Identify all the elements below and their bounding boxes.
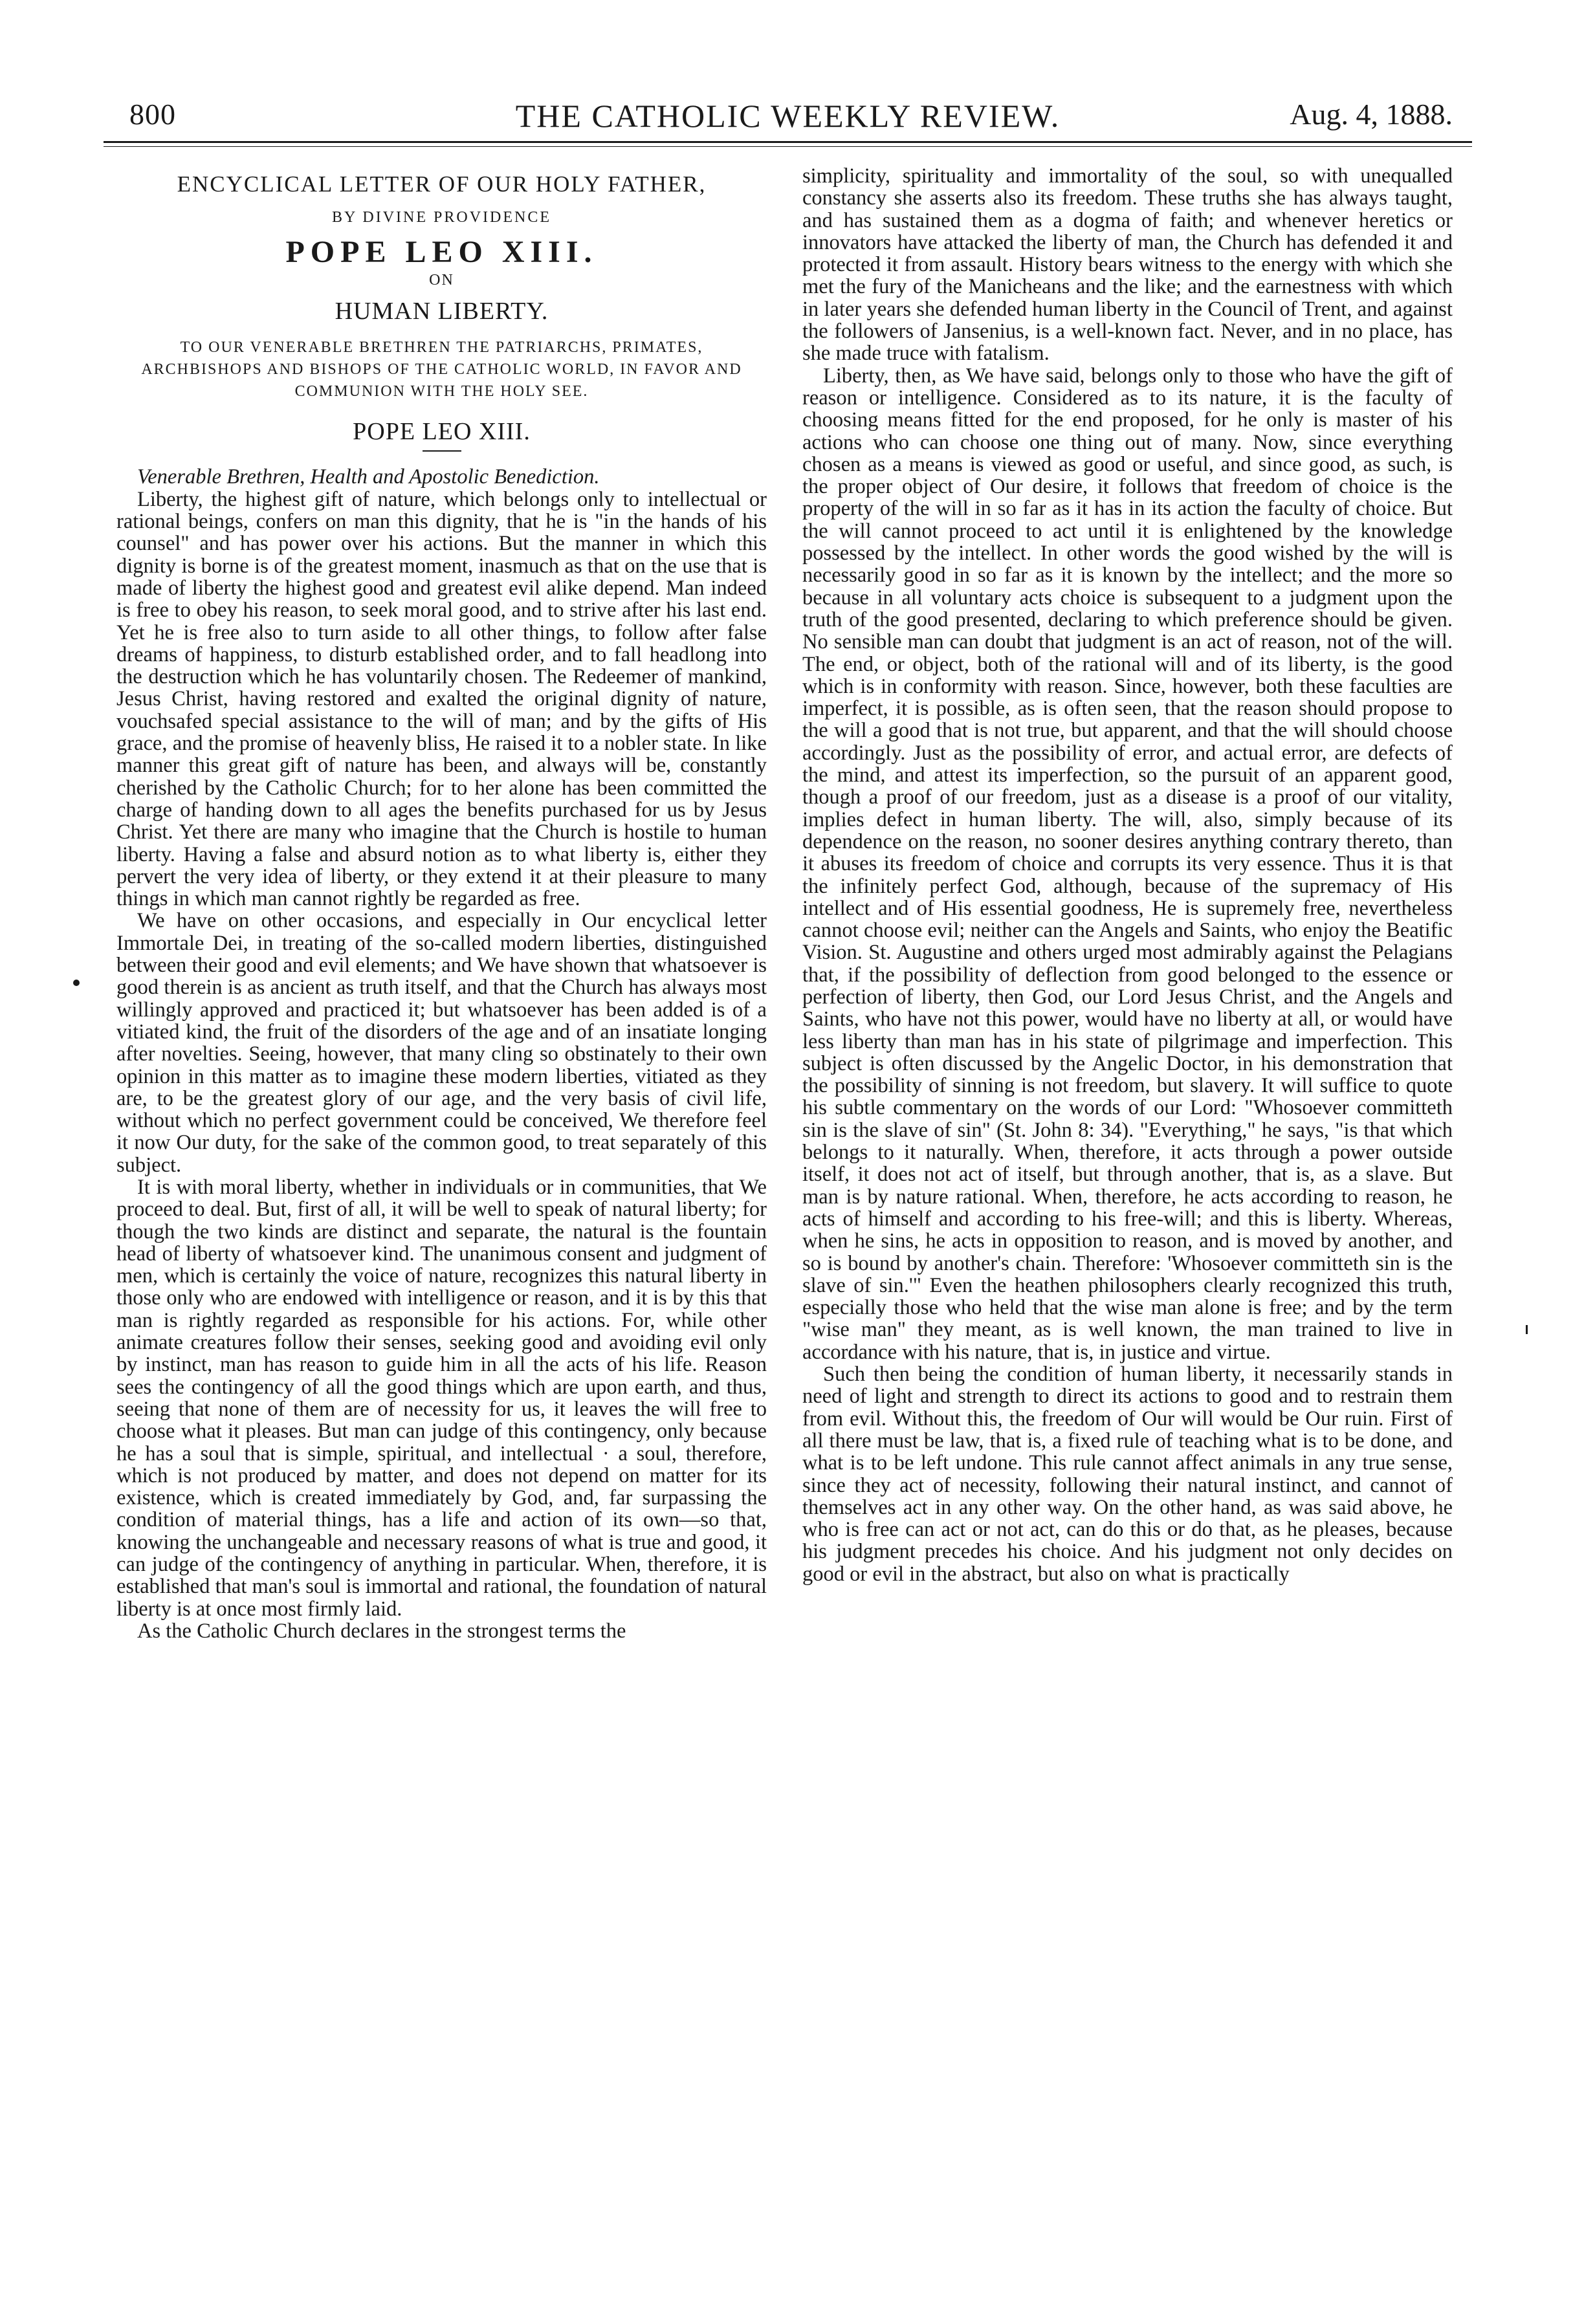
- margin-tick: [1526, 1325, 1528, 1334]
- page-number: 800: [129, 98, 176, 131]
- right-column: [802, 165, 1453, 1585]
- pope-signature: POPE LEO XIII.: [353, 418, 531, 446]
- address-line: TO OUR VENERABLE BRETHREN THE PATRIARCHS, PRIMATES, ARCHBISHOPS AND BISHOPS OF THE CATHOLIC WORLD, IN FAVOR AND COMMUNION WITH THE HOLY SEE.: [141, 339, 742, 400]
- salutation: Venerable Brethren, Health and Apostolic Benediction.: [137, 465, 600, 489]
- paragraph: It is with moral liberty, whether in individuals or in communities, that We proceed to deal. But, first of all, it will be well to speak of natural liberty; for though the two kinds are distinct and separate, the natural is the fountain head of liberty of whatsoever kind. The unanimous consent and judgment of men, which is certainly the voice of nature, recognizes this natural liberty in those only who are endowed with intelligence or reason, and it is by this that man is rightly regarded as responsible for his actions. For, while other animate creatures follow their senses, seeking good and avoiding evil only by instinct, man has reason to guide him in all the acts of his life. Reason sees the contingency of all the good things which are upon earth, and thus, seeing that none of them are of necessity for us, it leaves the will free to choose what it pleases. But man can judge of this contingency, only because he has a soul that is simple, spiritual, and intellectual · a soul, therefore, which is not produced by matter, and does not depend on matter for its existence, which is created immediately by God, and, far surpassing the condition of material things, has a life and action of its own—so that, knowing the unchangeable and necessary reasons of what is true and good, it can judge of the contingency of anything in particular. When, therefore, it is established that man's soul is immortal and rational, the foundation of natural liberty is at once most firmly laid.: [116, 1175, 767, 1621]
- paragraph: Liberty, the highest gift of nature, which belongs only to intellectual or rational beings, confers on man this dignity, that he is "in the hands of his counsel" and has power over his actions. But the manner in which this dignity is borne is of the greatest moment, inasmuch as that on the use that is made of liberty the highest good and greatest evil alike depend. Man indeed is free to obey his reason, to seek moral good, and to strive after his last end. Yet he is free also to turn aside to all other things, to follow after false dreams of happiness, to disturb established order, and to fall headlong into the destruction which he has voluntarily chosen. The Redeemer of mankind, Jesus Christ, having restored and exalted the original dignity of nature, vouchsafed special assistance to the will of man; and by the gifts of His grace, and the promise of heavenly bliss, He raised it to a nobler state. In like manner this great gift of nature has been, and always will be, constantly cherished by the Catholic Church; for to her alone has been committed the charge of handing down to all ages the benefits purchased for us by Jesus Christ. Yet there are many who imagine that the Church is hostile to human liberty. Having a false and absurd notion as to what liberty is, either they pervert the very idea of liberty, or they extend it at their pleasure to many things in which man cannot rightly be regarded as free.: [116, 487, 767, 911]
- paragraph: As the Catholic Church declares in the strongest terms the: [137, 1619, 626, 1643]
- encyclical-heading: ENCYCLICAL LETTER OF OUR HOLY FATHER,: [177, 171, 707, 197]
- header-rule-thin: [104, 146, 1472, 147]
- publication-title: THE CATHOLIC WEEKLY REVIEW.: [515, 98, 1061, 134]
- on-label: ON: [429, 271, 454, 289]
- paragraph: Such then being the condition of human liberty, it necessarily stands in need of light and strength to direct its actions to good and to restrain them from evil. Without this, the freedom of Our will would be Our ruin. First of all there must be law, that is, a fixed rule of teaching what is to be done, and what is to be left undone. This rule cannot affect animals in any true sense, since they act of necessity, following their natural instinct, and cannot of themselves act in any other way. On the other hand, as was said above, he who is free can act or not act, can do this or do that, as he pleases, because his judgment precedes his choice. And his judgment not only decides on good or evil in the abstract, but also on what is practically: [802, 1363, 1453, 1586]
- page-header: [104, 97, 1472, 142]
- short-rule: [423, 450, 461, 452]
- paragraph: We have on other occasions, and especially in Our encyclical letter Immortale Dei, in treating of the so-called modern liberties, distinguished between their good and evil elements; and We have shown that whatsoever is good therein is as ancient as truth itself, and that the Church has always most willingly approved and practiced it; but whatsoever has been added is of a vitiated kind, the fruit of the disorders of the age and of an insatiate longing after novelties. Seeing, however, that many cling so obstinately to their own opinion in this matter as to imagine these modern liberties, vitiated as they are, to be the greatest glory of our age, and the very basis of civil life, without which no perfect government could be conceived, We therefore feel it now Our duty, for the sake of the common good, to treat separately of this subject.: [116, 909, 767, 1177]
- issue-date: Aug. 4, 1888.: [1290, 98, 1453, 131]
- header-rule: [104, 141, 1472, 143]
- by-divine-providence: BY DIVINE PROVIDENCE: [331, 209, 552, 226]
- paragraph: Liberty, then, as We have said, belongs only to those who have the gift of reason or intelligence. Considered as to its nature, it is the faculty of choosing means fitted for the end proposed, for he only is master of his actions who can choose one thing out of many. Now, since everything chosen as a means is viewed as good or useful, and since good, as such, is the proper object of Our desire, it follows that freedom of choice is the property of the will in so far as it has in its action the faculty of choice. But the will cannot proceed to act until it is enlightened by the knowledge possessed by the intellect. In other words the good wished by the will is necessarily good in so far as it is known by the intellect; and the more so because in all voluntary acts choice is subsequent to a judgment upon the truth of the good presented, declaring to which preference should be given. No sensible man can doubt that judgment is an act of reason, not of the will. The end, or object, both of the rational will and of its liberty, is the good which is in conformity with reason. Since, however, both these faculties are imperfect, it is possible, as is often seen, that the reason should propose to the will a good that is not true, but apparent, and that the will should choose accordingly. Just as the possibility of error, and actual error, are defects of the mind, and attest its imperfection, so the pursuit of an apparent good, though a proof of our freedom, just as a disease is a proof of our vitality, implies defect in human liberty. The will, also, simply because of its dependence on the reason, no sooner desires anything contrary thereto, than it abuses its freedom of choice and corrupts its very essence. Thus it is that the infinitely perfect God, although, because of the supremacy of His intellect and of His essential goodness, He is supremely free, nevertheless cannot choose evil; neither can the Angels and Saints, who enjoy the Beatific Vision. St. Augustine and others urged most admirably against the Pelagians that, if the possibility of deflection from good belonged to the essence or perfection of liberty, then God, our Lord Jesus Christ, and the Angels and Saints, who have not this power, would have no liberty at all, or would have less liberty than man has in his state of pilgrimage and imperfection. This subject is often discussed by the Angelic Doctor, in his demonstration that the possibility of sinning is not freedom, but slavery. It will suffice to quote his subtle commentary on the words of our Lord: "Whosoever committeth sin is the slave of sin" (St. John 8: 34). "Everything," he says, "is that which belongs to it naturally. When, therefore, it acts through a power outside itself, it does not act of itself, but through another, that is, as a slave. But man is by nature rational. When, therefore, he acts according to reason, he acts of himself and according to his free-will; and this is liberty. Whereas, when he sins, he acts in opposition to reason, and is moved by another, and so is bound by another's chain. Therefore: 'Whosoever committeth sin is the slave of sin.'" Even the heathen philosophers clearly recognized this truth, especially those who held that the wise man alone is free; and by the term "wise man" they meant, as is well known, the man trained to live in accordance with his nature, that is, in justice and virtue.: [802, 364, 1453, 1364]
- paragraph: simplicity, spirituality and immortality of the soul, so with unequalled constancy she asserts also its freedom. These truths she has always taught, and has sustained them as a dogma of faith; and whenever heretics or innovators have attacked the liberty of man, the Church has defended it and protected it from assault. History bears witness to the energy with which she met the fury of the Manicheans and the like; and the earnestness with which in later years she defended human liberty in the Council of Trent, and against the followers of Jansenius, is a well-known fact. Never, and in no place, has she made truce with fatalism.: [802, 164, 1453, 366]
- pope-title: POPE LEO XIII.: [285, 235, 598, 270]
- margin-dot: [73, 980, 80, 986]
- encyclical-subject: HUMAN LIBERTY.: [335, 297, 549, 325]
- left-column: [116, 165, 767, 1642]
